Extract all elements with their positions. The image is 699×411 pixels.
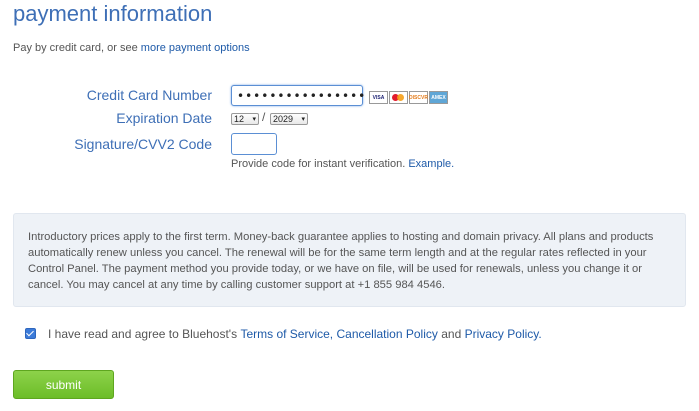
terms-of-service-link[interactable]: Terms of Service,: [240, 327, 334, 341]
payment-subtitle: [13, 42, 250, 54]
terms-agreement: [25, 327, 542, 341]
mastercard-icon: [389, 91, 408, 104]
expiration-year-value: 2029: [273, 114, 294, 124]
page-title: payment information: [13, 1, 213, 26]
agree-checkbox[interactable]: [25, 328, 36, 339]
expiration-month-select[interactable]: [231, 113, 259, 125]
expiration-date-label: Expiration Date: [116, 110, 212, 126]
cvv-help: [231, 158, 454, 170]
subtitle-text: Pay by credit card, or see: [13, 42, 138, 54]
cancellation-policy-link[interactable]: Cancellation Policy: [336, 327, 438, 341]
cvv-help-text: Provide code for instant verification.: [231, 158, 406, 170]
cvv-example-link[interactable]: Example.: [408, 158, 455, 170]
cvv-label: Signature/CVV2 Code: [74, 136, 212, 152]
cvv-input[interactable]: [231, 133, 277, 155]
renewal-notice: Introductory prices apply to the first term. Money-back guarantee applies to hosting and domain privacy. All plans and products automatically renew unless you cancel. The renewal will be for the same term length and at the regular rates reflected in your Control Panel. The payment method you provide today, or we have on file, will be used for renewals, unless you change it or cancel. You may cancel at any time by calling customer support at +1 855 984 4546.: [13, 213, 686, 307]
agreement-text: I have read and agree to Bluehost's: [48, 327, 238, 341]
amex-icon: AMEX: [429, 91, 448, 104]
accepted-cards: [369, 91, 448, 104]
more-payment-options-link[interactable]: more payment options: [140, 42, 250, 54]
submit-button[interactable]: submit: [13, 370, 114, 399]
expiration-month-value: 12: [234, 114, 245, 124]
credit-card-number-label: Credit Card Number: [86, 87, 212, 103]
agreement-and: and: [441, 327, 462, 341]
privacy-policy-link[interactable]: Privacy Policy.: [464, 327, 542, 341]
expiration-year-select[interactable]: [270, 113, 308, 125]
date-separator: /: [262, 110, 266, 124]
discover-icon: DISCVR: [409, 91, 428, 104]
visa-icon: VISA: [369, 91, 388, 104]
chevron-down-icon: ▾: [301, 116, 305, 123]
credit-card-number-input[interactable]: ••••••••••••••••: [231, 85, 363, 106]
chevron-down-icon: ▾: [252, 116, 256, 123]
